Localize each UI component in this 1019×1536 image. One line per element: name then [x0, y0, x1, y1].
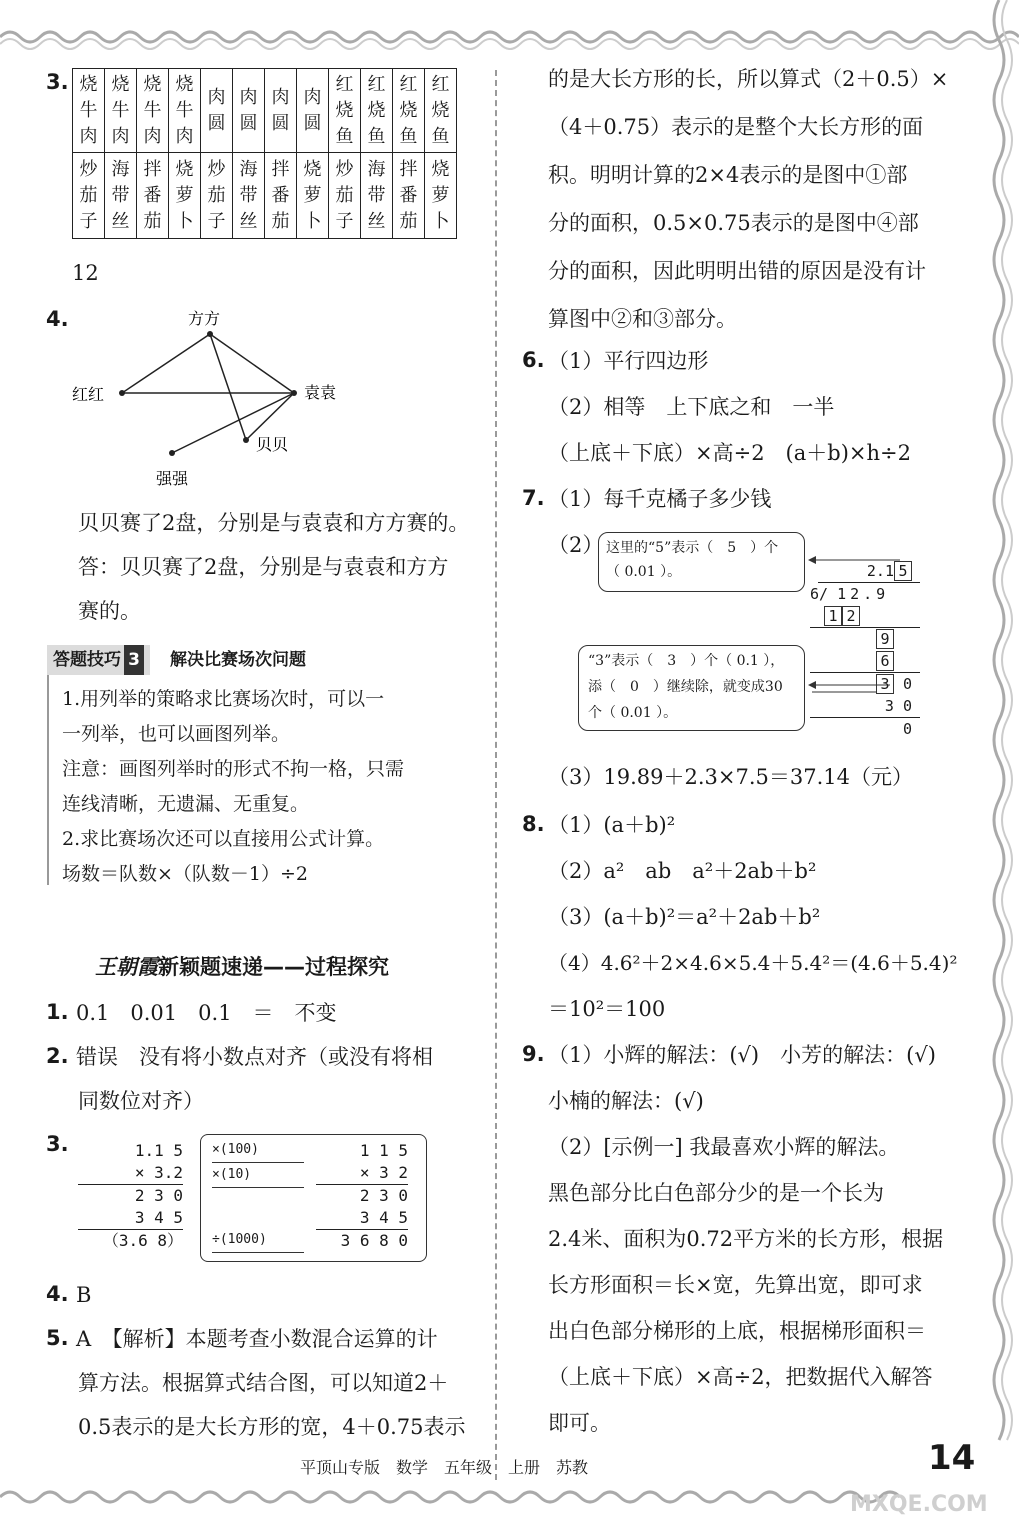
section-logo: 王朝霞 — [95, 955, 158, 979]
n9-l6: 长方形面积＝长×宽，先算出宽，即可求 — [548, 1273, 923, 1297]
n4-text: B — [76, 1283, 92, 1307]
n8-l5: ＝10²＝100 — [548, 997, 666, 1021]
menu-bottom-cell: 拌 番 茄 — [137, 153, 169, 239]
n8-label: 8. — [522, 812, 545, 836]
label-honghong: 红红 — [72, 385, 105, 404]
menu-top-cell: 烧 牛 肉 — [105, 69, 137, 153]
label-fangfang: 方方 — [188, 309, 221, 328]
n9-l7: 出白色部分梯形的上底，根据梯形面积＝ — [548, 1319, 926, 1343]
n5-line3: 0.5表示的是大长方形的宽，4＋0.75表示 — [78, 1415, 466, 1439]
menu-top-cell: 肉 圆 — [201, 69, 233, 153]
q4-line2: 答：贝贝赛了2盘，分别是与袁袁和方方 — [78, 555, 449, 579]
menu-bottom-cell: 烧 萝 卜 — [297, 153, 329, 239]
node-qiangqiang — [169, 450, 175, 456]
edge-fangfang-beibei — [210, 334, 246, 440]
long-division: 2.1 5 6/ 12.9 1 2 9 6 3 0 3 0 0 — [810, 560, 920, 740]
menu-bottom-cell: 海 带 丝 — [361, 153, 393, 239]
note-box-1-text: 这里的“5”表示（ 5 ）个 （ 0.01 ）。 — [606, 540, 779, 580]
menu-bottom-cell: 炒 茄 子 — [73, 153, 105, 239]
n4-label: 4. — [46, 1282, 69, 1306]
n7-l2: （2） — [548, 533, 604, 557]
menu-top-cell: 烧 牛 肉 — [169, 69, 201, 153]
note-box-2-text: “3”表示（ 3 ）个（ 0.1 ）， 添（ 0 ）继续除，就变成30 个（ 0.01 ）。 — [588, 653, 785, 721]
page-number: 14 — [928, 1438, 976, 1478]
section-heading — [95, 952, 389, 982]
n7-l1: （1）每千克橘子多少钱 — [548, 487, 772, 511]
match-graph — [60, 300, 360, 500]
tip-line: 2.求比赛场次还可以直接用公式计算。 — [62, 828, 385, 850]
n6-l1: （1）平行四边形 — [548, 349, 709, 373]
tip-line: 场数＝队数×（队数－1）÷2 — [62, 863, 309, 885]
menu-top-cell: 红 烧 鱼 — [361, 69, 393, 153]
n1-label: 1. — [46, 1000, 69, 1024]
menu-top-cell: 肉 圆 — [297, 69, 329, 153]
q3-answer: 12 — [72, 261, 99, 285]
n9-l1: （1）小辉的解法：(√) 小芳的解法：(√) — [548, 1043, 936, 1067]
n3-arrows: ×(100) ×(10) ÷(1000) — [212, 1138, 304, 1253]
top-wavy-border — [0, 22, 1019, 52]
q5-line: 分的面积，因此明明出错的原因是没有计 — [548, 259, 926, 283]
menu-bottom-cell: 烧 萝 卜 — [169, 153, 201, 239]
menu-bottom-cell: 炒 茄 子 — [329, 153, 361, 239]
menu-bottom-cell: 拌 番 茄 — [393, 153, 425, 239]
q5-line: （4＋0.75）表示的是整个大长方形的面 — [548, 115, 924, 139]
n3-right-calc: 1 1 5 × 3 2 2 3 0 3 4 5 3 6 8 0 — [316, 1140, 408, 1252]
menu-top-cell: 红 烧 鱼 — [393, 69, 425, 153]
menu-bottom-cell: 炒 茄 子 — [201, 153, 233, 239]
q5-line: 算图中②和③部分。 — [548, 307, 737, 331]
menu-top-cell: 烧 牛 肉 — [137, 69, 169, 153]
n9-l4: 黑色部分比白色部分少的是一个长为 — [548, 1181, 884, 1205]
n6-l2: （2）相等 上下底之和 一半 — [548, 395, 835, 419]
n6-label: 6. — [522, 348, 545, 372]
node-beibei — [243, 437, 249, 443]
tip-line: 注意：画图列举时的形式不拘一格，只需 — [62, 758, 405, 780]
q3-label: 3. — [46, 70, 69, 94]
q5-line: 分的面积，0.5×0.75表示的是图中④部 — [548, 211, 919, 235]
menu-bottom-cell: 海 带 丝 — [233, 153, 265, 239]
n9-l8: （上底＋下底）×高÷2，把数据代入解答 — [548, 1365, 933, 1389]
footer: 平顶山专版 数学 五年级 上册 苏教 — [300, 1458, 589, 1477]
n5-line2: 算方法。根据算式结合图，可以知道2＋ — [78, 1371, 449, 1395]
n1-text: 0.1 0.01 0.1 ＝ 不变 — [76, 1001, 337, 1025]
column-divider — [495, 70, 497, 1480]
label-yuanyuan: 袁袁 — [304, 383, 337, 402]
n9-l9: 即可。 — [548, 1411, 611, 1435]
q4-line1: 贝贝赛了2盘，分别是与袁袁和方方赛的。 — [78, 511, 470, 535]
n9-l5: 2.4米、面积为0.72平方米的长方形，根据 — [548, 1227, 944, 1251]
n8-l4: （4）4.6²＋2×4.6×5.4＋5.4²＝(4.6＋5.4)² — [548, 951, 958, 975]
n8-l1: （1）(a＋b)² — [548, 813, 676, 837]
menu-top-cell: 肉 圆 — [265, 69, 297, 153]
tip-line: 一列举，也可以画图列举。 — [62, 723, 291, 745]
n3-left-calc: 1.1 5 × 3.2 2 3 0 3 4 5 （3.6 8） — [78, 1140, 183, 1252]
n8-l3: （3）(a＋b)²＝a²＋2ab＋b² — [548, 905, 821, 929]
n5-label: 5. — [46, 1326, 69, 1350]
n2-line2: 同数位对齐） — [78, 1089, 204, 1113]
right-wavy-border — [969, 0, 1019, 1536]
n2-line1: 错误 没有将小数点对齐（或没有将相 — [76, 1045, 433, 1069]
section-title: 新颖题速递——过程探究 — [158, 955, 389, 979]
n7-label: 7. — [522, 486, 545, 510]
edge-fangfang-yuanyuan — [210, 334, 294, 393]
menu-top-cell: 烧 牛 肉 — [73, 69, 105, 153]
q5-line: 的是大长方形的长，所以算式（2＋0.5）× — [548, 67, 949, 91]
tip-line: 1.用列举的策略求比赛场次时，可以一 — [62, 688, 385, 710]
n9-l2: 小楠的解法：(√) — [548, 1089, 704, 1113]
menu-top-cell: 红 烧 鱼 — [425, 69, 457, 153]
node-honghong — [119, 390, 125, 396]
n7-l3: （3）19.89＋2.3×7.5＝37.14（元） — [548, 765, 913, 789]
node-yuanyuan — [291, 390, 297, 396]
n8-l2: （2）a² ab a²＋2ab＋b² — [548, 859, 817, 883]
edge-yuanyuan-beibei — [246, 393, 294, 440]
tip-title: 解决比赛场次问题 — [170, 650, 306, 670]
q4-label: 4. — [46, 307, 69, 331]
n2-label: 2. — [46, 1044, 69, 1068]
edge-fangfang-honghong — [122, 334, 210, 393]
menu-top-cell: 红 烧 鱼 — [329, 69, 361, 153]
n6-l3: （上底＋下底）×高÷2 (a＋b)×h÷2 — [548, 441, 911, 465]
menu-bottom-cell: 烧 萝 卜 — [425, 153, 457, 239]
menu-bottom-cell: 拌 番 茄 — [265, 153, 297, 239]
n9-l3: （2）[示例一] 我最喜欢小辉的解法。 — [548, 1135, 900, 1159]
q5-line: 积。明明计算的2×4表示的是图中①部 — [548, 163, 908, 187]
node-fangfang — [207, 331, 213, 337]
q4-line3: 赛的。 — [78, 599, 141, 623]
watermark: MXQE.COM — [850, 1492, 988, 1517]
tip-badge: 答题技巧 3 — [47, 645, 150, 675]
n3-label: 3. — [46, 1132, 69, 1156]
menu-top-cell: 肉 圆 — [233, 69, 265, 153]
label-beibei: 贝贝 — [256, 435, 289, 454]
tip-line: 连线清晰，无遗漏、无重复。 — [62, 793, 310, 815]
n5-line1: A 【解析】本题考查小数混合运算的计 — [76, 1327, 438, 1351]
label-qiangqiang: 强强 — [156, 469, 189, 488]
menu-combination-table — [72, 68, 457, 239]
menu-bottom-cell: 海 带 丝 — [105, 153, 137, 239]
n9-label: 9. — [522, 1042, 545, 1066]
